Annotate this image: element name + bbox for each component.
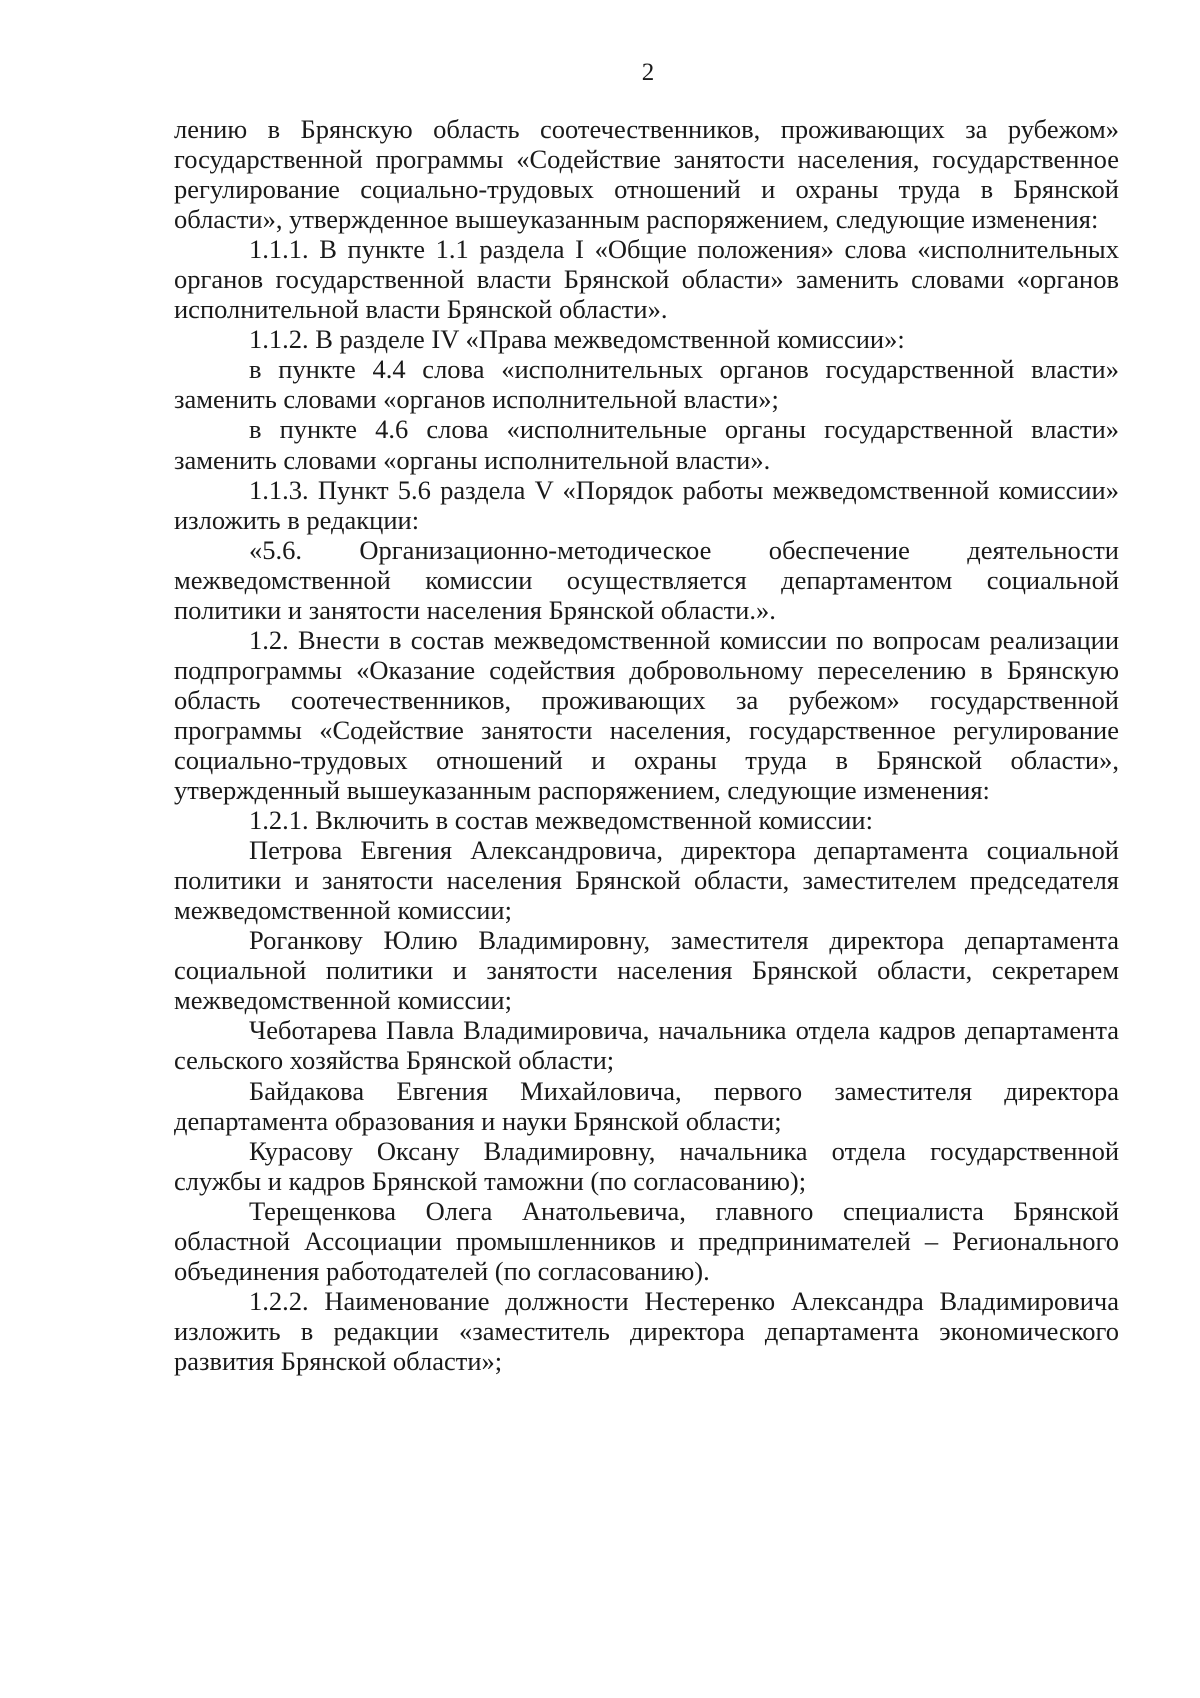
paragraph-member-petrov: Петрова Евгения Александровича, директора департамента социальной политики и занятости населения Брянской области, заместителем председателя межведомственной комиссии; bbox=[174, 835, 1119, 926]
paragraph-member-tereshchenkov: Терещенкова Олега Анатольевича, главного специалиста Брянской областной Ассоциации промышленников и предпринимателей – Регионального объединения работодателей (по согласованию). bbox=[174, 1195, 1119, 1286]
paragraph-1-1-1: 1.1.1. В пункте 1.1 раздела I «Общие положения» слова «исполнительных органов государственной власти Брянской области» заменить словами «органов исполнительной власти Брянской области». bbox=[174, 234, 1119, 325]
paragraph-1-2-2: 1.2.2. Наименование должности Нестеренко Александра Владимировича изложить в редакции «заместитель директора департамента экономического развития Брянской области»; bbox=[174, 1285, 1119, 1376]
paragraph-1-2: 1.2. Внести в состав межведомственной комиссии по вопросам реализации подпрограммы «Оказание содействия добровольному переселению в Брянскую область соотечественников, проживающих за рубежом» государственной программы «Содействие занятости населения, государственное регулирование социально-трудовых отношений и охраны труда в Брянской области», утвержденный вышеуказанным распоряжением, следующие изменения: bbox=[174, 624, 1119, 806]
paragraph-member-kurasova: Курасову Оксану Владимировну, начальника отдела государственной службы и кадров Брянской таможни (по согласованию); bbox=[174, 1135, 1119, 1196]
paragraph-item-4-4: в пункте 4.4 слова «исполнительных органов государственной власти» заменить словами «органов исполнительной власти»; bbox=[174, 354, 1119, 415]
paragraph-item-4-6: в пункте 4.6 слова «исполнительные органы государственной власти» заменить словами «органы исполнительной власти». bbox=[174, 414, 1119, 475]
document-body bbox=[174, 114, 1119, 1376]
paragraph-1-1-3: 1.1.3. Пункт 5.6 раздела V «Порядок работы межведомственной комиссии» изложить в редакции: bbox=[174, 474, 1119, 535]
page-number: 2 bbox=[641, 59, 655, 86]
paragraph-member-baidakov: Байдакова Евгения Михайловича, первого заместителя директора департамента образования и науки Брянской области; bbox=[174, 1075, 1119, 1136]
paragraph-continuation: лению в Брянскую область соотечественников, проживающих за рубежом» государственной программы «Содействие занятости населения, государственное регулирование социально-трудовых отношений и охраны труда в Брянской области», утвержденное вышеуказанным распоряжением, следующие изменения: bbox=[174, 114, 1119, 235]
paragraph-1-2-1: 1.2.1. Включить в состав межведомственной комиссии: bbox=[249, 805, 873, 836]
paragraph-member-rogankova: Роганкову Юлию Владимировну, заместителя директора департамента социальной политики и занятости населения Брянской области, секретарем межведомственной комиссии; bbox=[174, 925, 1119, 1016]
paragraph-quote-5-6: «5.6. Организационно-методическое обеспечение деятельности межведомственной комиссии осуществляется департаментом социальной политики и занятости населения Брянской области.». bbox=[174, 534, 1119, 625]
paragraph-1-1-2: 1.1.2. В разделе IV «Права межведомственной комиссии»: bbox=[249, 324, 905, 355]
paragraph-member-chebotarev: Чеботарева Павла Владимировича, начальника отдела кадров департамента сельского хозяйства Брянской области; bbox=[174, 1015, 1119, 1076]
